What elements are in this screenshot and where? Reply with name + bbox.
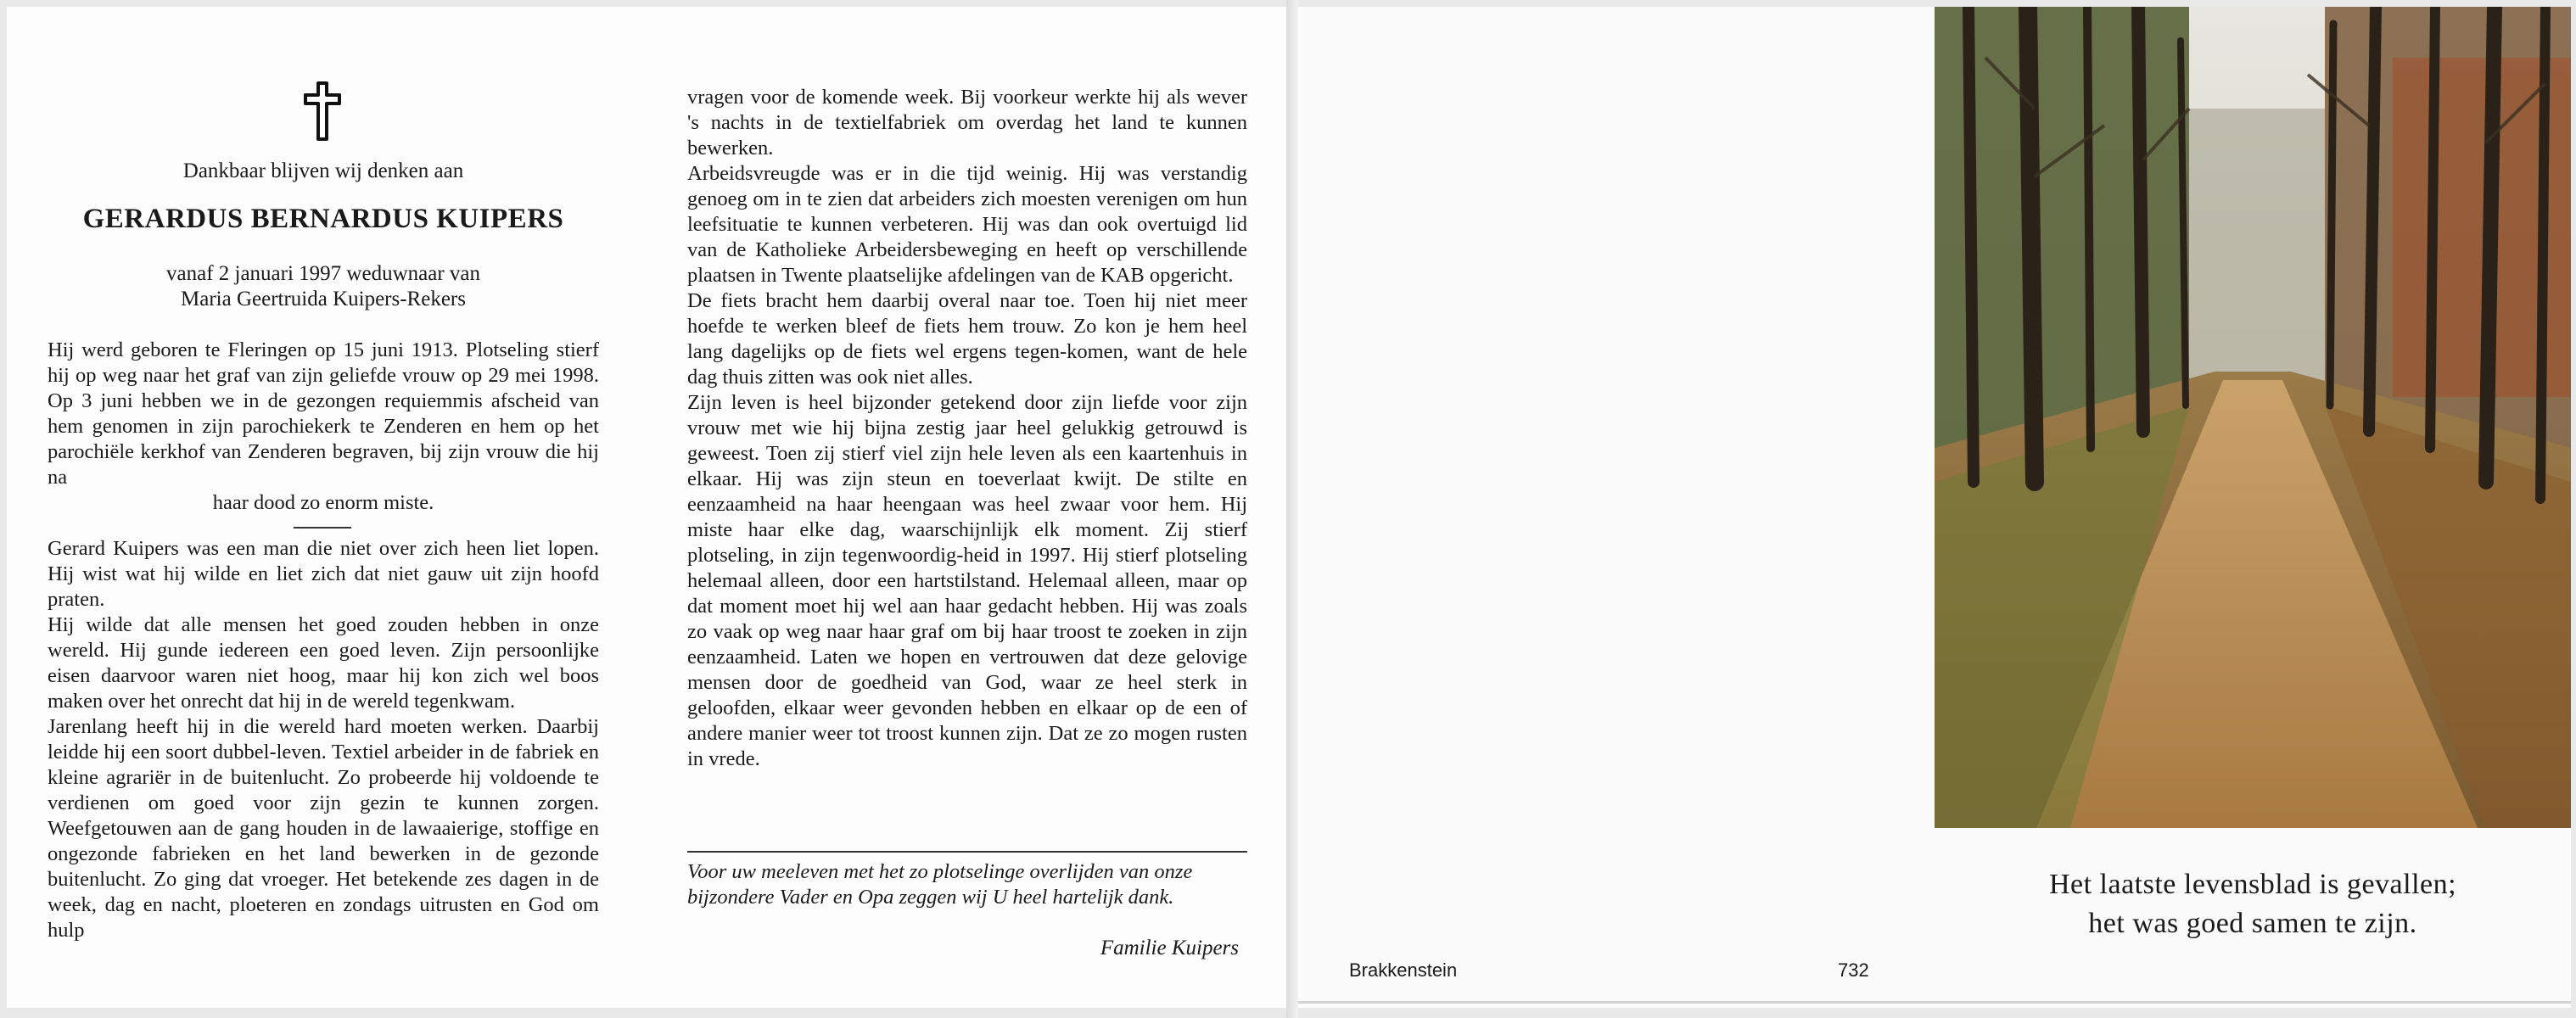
right-page — [1298, 7, 2571, 1008]
forest-photo-illustration — [1935, 7, 2571, 828]
biography-text — [48, 536, 599, 943]
divider — [687, 851, 1247, 853]
widow-note — [48, 261, 599, 312]
verse — [1935, 865, 2571, 943]
intro-text: Dankbaar blijven wij denken aan — [182, 159, 464, 182]
signature: Familie Kuipers — [1100, 937, 1239, 959]
paragraph: Hij wilde dat alle mensen het goed zouden hebben in onze wereld. Hij gunde iedereen een goed leven. Zijn persoonlijke eisen daarvoor waren niet hoog, maar hij kon zich wel boos maken over het onrecht dat hij in de wereld tegenkwam. — [48, 613, 599, 713]
paragraph: Gerard Kuipers was een man die niet over zich heen liet lopen. Hij wist wat hij wilde en liet zich dat niet gauw uit zijn hoofd praten. — [48, 537, 599, 611]
deceased-name: GERARDUS BERNARDUS KUIPERS — [82, 204, 564, 234]
paragraph: vragen voor de komende week. Bij voorkeur werkte hij als wever 's nachts in de textielfabriek om overdag het land te kunnen bewerken. — [687, 86, 1247, 159]
card-number: 732 — [1838, 959, 1869, 981]
biography-intro — [48, 338, 599, 516]
forest-path-photo — [1935, 7, 2571, 828]
thanks-text: Voor uw meeleven met het zo plotselinge overlijden van onze bijzondere Vader en Opa zeggen wij U heel hartelijk dank. — [687, 860, 1193, 909]
card-fold — [1286, 0, 1298, 1018]
divider — [294, 527, 351, 529]
widow-line: Maria Geertruida Kuipers-Rekers — [181, 288, 466, 310]
verse-line: het was goed samen te zijn. — [2088, 908, 2417, 939]
left-page — [7, 7, 1289, 1008]
paragraph: Arbeidsvreugde was er in die tijd weinig. Hij was verstandig genoeg om in te zien dat arbeiders zich moesten verenigen om hun leefsituatie te kunnen verbeteren. Hij was dan ook overtuigd lid van de Katholieke Arbeidersbeweging en heeft op verschillende plaatsen in Twente plaatselijke afdelingen van de KAB opgericht. — [687, 162, 1247, 287]
verse-line: Het laatste levensblad is gevallen; — [2048, 869, 2457, 900]
paragraph: Zijn leven is heel bijzonder getekend door zijn liefde voor zijn vrouw met wie hij bijna zestig jaar heel gelukkig getrouwd is geweest. Toen zij stierf viel zijn hele leven als een kaartenhuis in elkaar. Hij was zijn steun en toeverlaat kwijt. De stilte en eenzaamheid na haar heengaan was heel zwaar voor hem. Hij miste haar elke dag, waarschijnlijk elk moment. Zij stierf plotseling, in zijn tegenwoordig-heid in 1997. Hij stierf plotseling helemaal alleen, door een hartstilstand. Helemaal alleen, maar op dat moment moet hij wel aan haar gedacht hebben. Hij was zoals zo vaak op weg naar haar graf om bij haar troost te zoeken in zijn eenzaamheid. Laten we hopen en vertrouwen dat deze gelovige mensen door de goedheid van God, waar ze heel sterk in geloofden, elkaar weer gevonden hebben en elkaar op de een of andere manier weer tot troost kunnen zijn. Dat ze zo mogen rusten in vrede. — [687, 391, 1247, 770]
publisher-label: Brakkenstein — [1349, 959, 1458, 981]
paragraph: De fiets bracht hem daarbij overal naar toe. Toen hij niet meer hoefde te werken bleef de fiets hem trouw. Zo kon je hem heel lang dagelijks op de fiets wel ergens tegen-komen, want de hele dag thuis zitten was ook niet alles. — [687, 289, 1247, 389]
paragraph: Jarenlang heeft hij in die wereld hard moeten werken. Daarbij leidde hij een soort dubbel-leven. Textiel arbeider in de fabriek en kleine agrariër in de buitenlucht. Zo probeerde hij voldoende te verdienen om goed voor zijn gezin te kunnen zorgen. Weefgetouwen aan de gang houden in de lawaaierige, stoffige en ongezonde fabrieken en het land bewerken in de gezonde buitenlucht. Zo ging dat vroeger. Het betekende zes dagen in de week, dag en nacht, ploeteren en zondags uitrusten en God om hulp — [48, 715, 599, 942]
cross-icon — [304, 81, 341, 141]
widow-line: vanaf 2 januari 1997 weduwnaar van — [166, 262, 480, 285]
biography-column-2 — [687, 85, 1247, 772]
bottom-edge — [1298, 1001, 2571, 1004]
paragraph: Hij werd geboren te Fleringen op 15 juni 1913. Plotseling stierf hij op weg naar het graf van zijn geliefde vrouw op 29 mei 1998. Op 3 juni hebben we in de gezongen requiemmis afscheid van hem genomen in zijn parochiekerk te Zenderen en hem op het parochiële kerkhof van Zenderen begraven, bij zijn vrouw die hij na — [48, 338, 599, 489]
paragraph-end: haar dood zo enorm miste. — [212, 491, 434, 514]
